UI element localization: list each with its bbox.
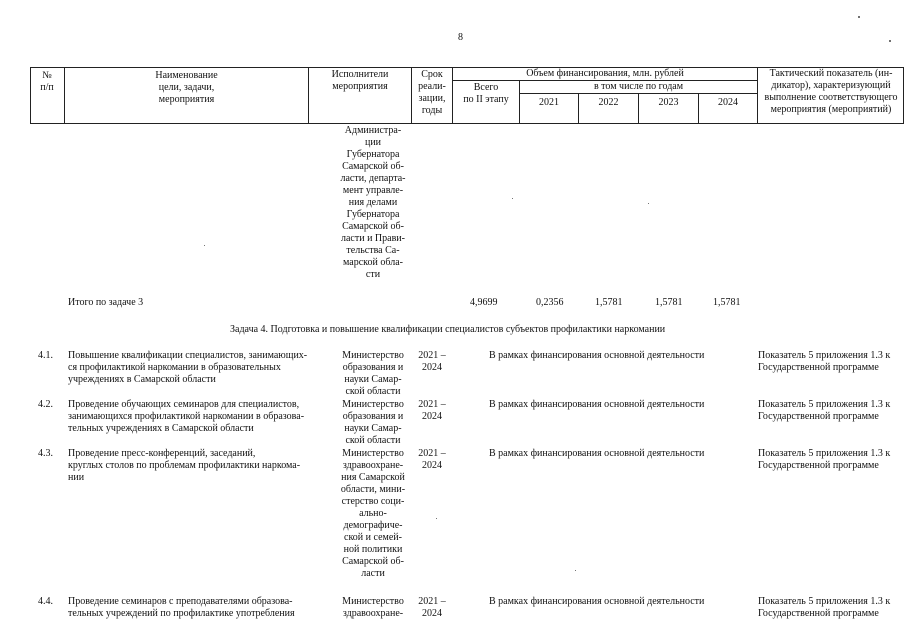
row-executor: Министерство образования и науки Самар- ской области [342, 350, 404, 397]
row-term: 2021 – 2024 [418, 448, 446, 471]
page-number: 8 [458, 32, 463, 43]
row-number: 4.2. [38, 399, 53, 410]
task-heading: Задача 4. Подготовка и повышение квалификации специалистов субъектов профилактики наркомании [230, 324, 666, 335]
scan-speck [512, 198, 513, 199]
row-indicator: Показатель 5 приложения 1.3 к Государственной программе [758, 448, 891, 471]
header-year-2022: 2022 [598, 97, 619, 108]
header-num: № п/п [40, 70, 54, 93]
row-indicator: Показатель 5 приложения 1.3 к Государственной программе [758, 399, 891, 422]
row-number: 4.1. [38, 350, 53, 361]
row-term: 2021 – 2024 [418, 596, 446, 619]
header-year-2024: 2024 [718, 97, 738, 108]
row-funding: В рамках финансирования основной деятельности [489, 350, 705, 361]
total-2023: 1,5781 [655, 297, 683, 308]
total-2021: 0,2356 [536, 297, 564, 308]
row-indicator: Показатель 5 приложения 1.3 к Государственной программе [758, 596, 891, 619]
total-label: Итого по задаче 3 [68, 297, 144, 308]
header-term: Срок реали- зации, годы [418, 69, 446, 116]
row-funding: В рамках финансирования основной деятельности [489, 448, 705, 459]
carry-executor: Администра- ции Губернатора Самарской об- ласти, департа- мент управле- ния делами Губернатора Самарской об- ласти и Прави- тельства Са- марской обла- сти [340, 125, 406, 280]
scan-speck [648, 203, 649, 204]
row-name: Повышение квалификации специалистов, занимающих- ся профилактикой наркомании в образовательных учреждениях в Самарской области [68, 350, 308, 385]
total-value: 4,9699 [470, 297, 498, 308]
scan-speck [575, 570, 576, 571]
header-by-years: в том числе по годам [593, 81, 684, 92]
row-executor: Министерство образования и науки Самар- ской области [342, 399, 404, 446]
table-header [30, 67, 904, 124]
header-total: Всего по II этапу [463, 82, 509, 105]
scan-speck [436, 518, 437, 519]
row-term: 2021 – 2024 [418, 350, 446, 373]
scan-speck [204, 245, 205, 246]
row-name: Проведение семинаров с преподавателями образова- тельных учреждений по профилактике употребления [68, 596, 295, 619]
row-number: 4.4. [38, 596, 53, 607]
scan-speck [889, 40, 891, 42]
row-funding: В рамках финансирования основной деятельности [489, 596, 705, 607]
row-funding: В рамках финансирования основной деятельности [489, 399, 705, 410]
row-name: Проведение пресс-конференций, заседаний, круглых столов по проблемам профилактики наркома- нии [68, 448, 301, 483]
row-number: 4.3. [38, 448, 53, 459]
row-indicator: Показатель 5 приложения 1.3 к Государственной программе [758, 350, 891, 373]
header-year-2021: 2021 [539, 97, 559, 108]
header-indicator: Тактический показатель (ин- дикатор), характеризующий выполнение соответствующего мероприятия (мероприятий) [764, 68, 898, 115]
row-name: Проведение обучающих семинаров для специалистов, занимающихся профилактикой наркомании в образова- тельных учреждениях в Самарской области [68, 399, 305, 434]
row-term: 2021 – 2024 [418, 399, 446, 422]
header-year-2023: 2023 [658, 97, 679, 108]
total-2024: 1,5781 [713, 297, 741, 308]
header-name: Наименование цели, задачи, мероприятия [155, 70, 218, 105]
total-2022: 1,5781 [595, 297, 623, 308]
row-executor: Министерство здравоохране- [342, 596, 404, 619]
row-executor: Министерство здравоохране- ния Самарской области, мини- стерство соци- ально- демографиче- ской и семей- ной политики Самарской об- ласти [340, 448, 406, 579]
header-executors: Исполнители мероприятия [331, 69, 389, 92]
scan-speck [858, 16, 860, 18]
header-funding: Объем финансирования, млн. рублей [526, 68, 684, 79]
